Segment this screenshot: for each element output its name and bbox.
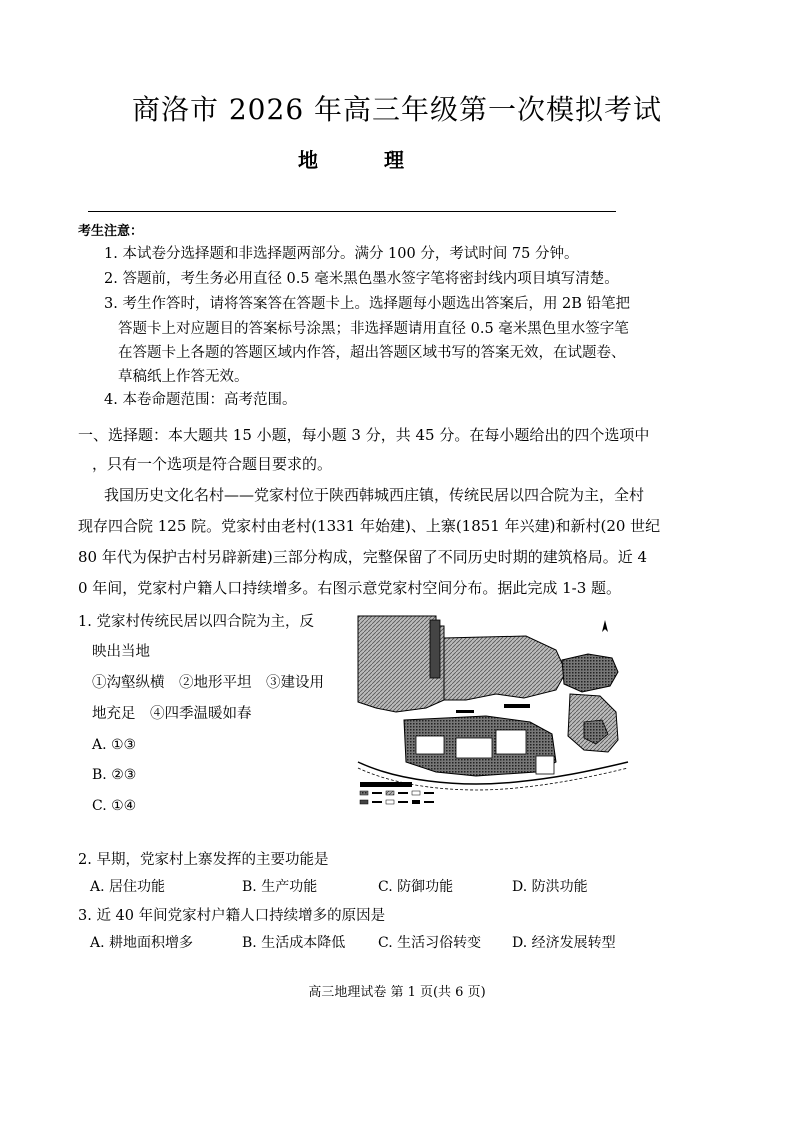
- q1-option-a: A. ①③: [92, 737, 137, 753]
- passage-line-2: 现存四合院 125 院。党家村由老村(1331 年始建)、上寨(1851 年兴建)和新村(20 世纪: [78, 517, 661, 535]
- notice-item-1: 1. 本试卷分选择题和非选择题两部分。满分 100 分，考试时间 75 分钟。: [104, 246, 579, 262]
- passage-line-3: 80 年代为保护古村另辟新建)三部分构成，完整保留了不同历史时期的建筑格局。近 4: [78, 548, 648, 566]
- q3-option-c: C. 生活习俗转变: [378, 935, 482, 951]
- passage-line-4: 0 年间，党家村户籍人口持续增多。右图示意党家村空间分布。据此完成 1-3 题。: [78, 579, 622, 597]
- q1-stem-line-3: ①沟壑纵横 ②地形平坦 ③建设用: [92, 675, 324, 691]
- q2-stem: 2. 早期，党家村上寨发挥的主要功能是: [78, 852, 329, 868]
- notice-item-4: 4. 本卷命题范围：高考范围。: [104, 392, 297, 408]
- q1-option-b: B. ②③: [92, 767, 137, 783]
- q3-option-d: D. 经济发展转型: [512, 935, 616, 951]
- q1-option-c: C. ①④: [92, 798, 137, 814]
- header-divider: [88, 211, 616, 212]
- subject-title: 地理: [298, 148, 470, 172]
- q1-stem-line-4: 地充足 ④四季温暖如春: [92, 706, 252, 722]
- notice-item-3-cont-1: 答题卡上对应题目的答案标号涂黑；非选择题请用直径 0.5 毫米黑色里水签字笔: [118, 321, 629, 337]
- notice-heading: 考生注意：: [78, 224, 144, 239]
- q2-option-d: D. 防洪功能: [512, 879, 588, 895]
- village-map-figure: [356, 612, 630, 810]
- q3-stem: 3. 近 40 年间党家村户籍人口持续增多的原因是: [78, 908, 386, 924]
- exam-title: 商洛市 2026 年高三年级第一次模拟考试: [131, 93, 663, 126]
- q1-stem-line-1: 1. 党家村传统民居以四合院为主，反: [78, 614, 314, 630]
- section-heading-cont: ，只有一个选项是符合题目要求的。: [92, 455, 333, 473]
- notice-item-3-cont-2: 在答题卡上各题的答题区域内作答，超出答题区域书写的答案无效，在试题卷、: [118, 345, 626, 361]
- notice-item-2: 2. 答题前，考生务必用直径 0.5 毫米黑色墨水签字笔将密封线内项目填写清楚。: [104, 271, 619, 287]
- q2-option-b: B. 生产功能: [242, 879, 318, 895]
- q3-option-b: B. 生活成本降低: [242, 935, 346, 951]
- q2-option-c: C. 防御功能: [378, 879, 454, 895]
- section-heading: 一、选择题：本大题共 15 小题，每小题 3 分，共 45 分。在每小题给出的四个选项中: [78, 426, 650, 444]
- passage-line-1: 我国历史文化名村——党家村位于陕西韩城西庄镇，传统民居以四合院为主，全村: [104, 486, 645, 504]
- page-footer: 高三地理试卷 第 1 页(共 6 页): [308, 985, 486, 1000]
- q3-option-a: A. 耕地面积增多: [90, 935, 194, 951]
- notice-item-3: 3. 考生作答时，请将答案答在答题卡上。选择题每小题选出答案后，用 2B 铅笔把: [104, 296, 631, 312]
- q2-option-a: A. 居住功能: [90, 879, 166, 895]
- notice-item-3-cont-3: 草稿纸上作答无效。: [118, 369, 249, 385]
- q1-stem-line-2: 映出当地: [92, 644, 150, 660]
